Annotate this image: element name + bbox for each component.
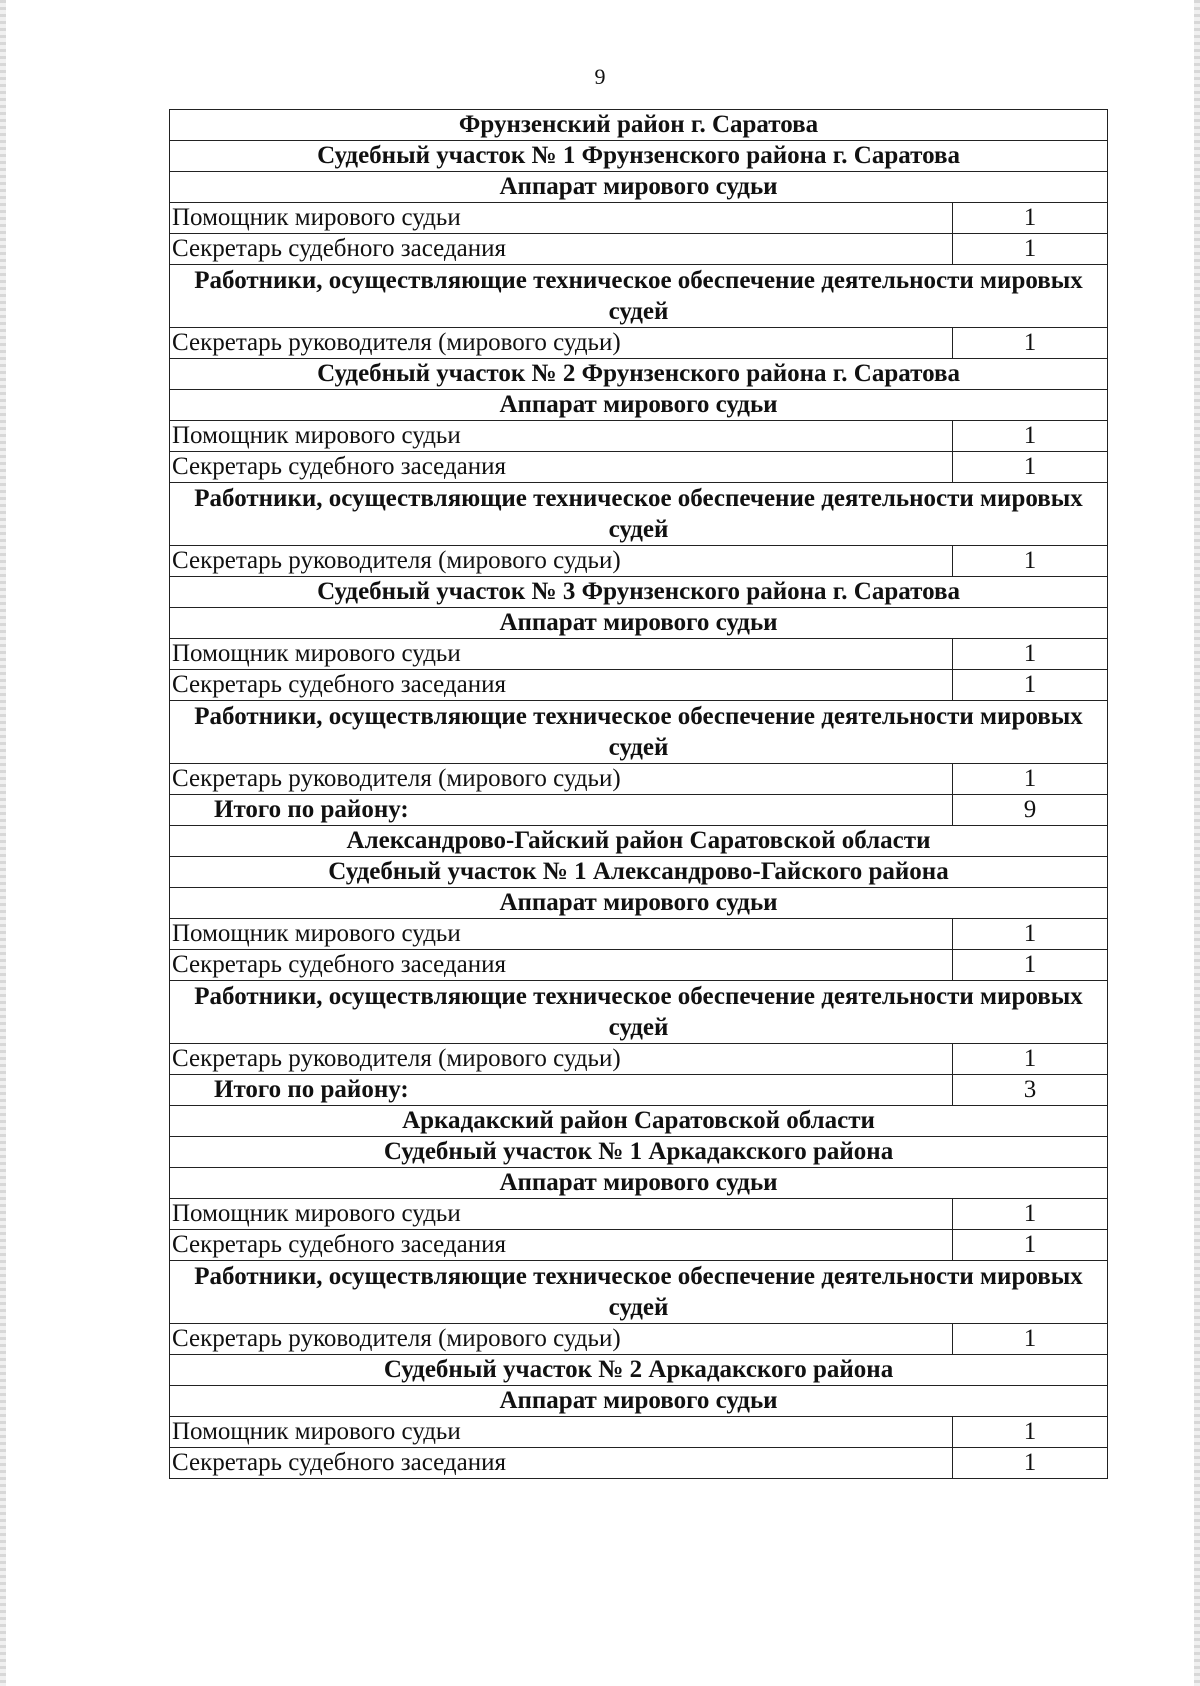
section-heading: Работники, осуществляющие техническое обеспечение деятельности мировых судей: [170, 483, 1108, 546]
section-heading-row: [170, 826, 1108, 857]
section-heading: Работники, осуществляющие техническое обеспечение деятельности мировых судей: [170, 981, 1108, 1044]
position-count: 1: [953, 546, 1108, 577]
position-name: Секретарь руководителя (мирового судьи): [170, 328, 953, 359]
position-count: 1: [953, 1044, 1108, 1075]
total-row: [170, 1075, 1108, 1106]
position-count: 1: [953, 950, 1108, 981]
position-row: [170, 234, 1108, 265]
position-name: Секретарь руководителя (мирового судьи): [170, 546, 953, 577]
position-count: 1: [953, 234, 1108, 265]
section-heading-row: [170, 265, 1108, 328]
section-heading-row: [170, 857, 1108, 888]
position-row: [170, 1448, 1108, 1479]
section-heading: Аппарат мирового судьи: [170, 608, 1108, 639]
scan-edge-right: [1194, 0, 1200, 1686]
section-heading-row: [170, 1355, 1108, 1386]
section-heading-row: [170, 1261, 1108, 1324]
position-row: [170, 328, 1108, 359]
section-heading: Судебный участок № 3 Фрунзенского района г. Саратова: [170, 577, 1108, 608]
section-heading: Работники, осуществляющие техническое обеспечение деятельности мировых судей: [170, 1261, 1108, 1324]
position-count: 1: [953, 1448, 1108, 1479]
total-label: Итого по району:: [170, 795, 953, 826]
section-heading: Аппарат мирового судьи: [170, 1386, 1108, 1417]
position-name: Секретарь судебного заседания: [170, 234, 953, 265]
position-count: 1: [953, 639, 1108, 670]
section-heading-row: [170, 390, 1108, 421]
section-heading: Судебный участок № 1 Аркадакского района: [170, 1137, 1108, 1168]
position-count: 1: [953, 1199, 1108, 1230]
section-heading-row: [170, 1386, 1108, 1417]
position-name: Помощник мирового судьи: [170, 639, 953, 670]
position-name: Секретарь судебного заседания: [170, 670, 953, 701]
total-row: [170, 795, 1108, 826]
position-name: Секретарь судебного заседания: [170, 1230, 953, 1261]
position-row: [170, 421, 1108, 452]
position-count: 1: [953, 452, 1108, 483]
position-row: [170, 919, 1108, 950]
position-count: 1: [953, 764, 1108, 795]
position-row: [170, 670, 1108, 701]
position-name: Секретарь судебного заседания: [170, 950, 953, 981]
section-heading: Фрунзенский район г. Саратова: [170, 110, 1108, 141]
position-name: Помощник мирового судьи: [170, 421, 953, 452]
section-heading-row: [170, 172, 1108, 203]
position-count: 1: [953, 670, 1108, 701]
section-heading: Судебный участок № 2 Фрунзенского района г. Саратова: [170, 359, 1108, 390]
section-heading-row: [170, 483, 1108, 546]
position-count: 1: [953, 1324, 1108, 1355]
section-heading: Работники, осуществляющие техническое обеспечение деятельности мировых судей: [170, 701, 1108, 764]
position-row: [170, 1199, 1108, 1230]
section-heading-row: [170, 359, 1108, 390]
section-heading-row: [170, 1106, 1108, 1137]
position-count: 1: [953, 203, 1108, 234]
section-heading: Александрово-Гайский район Саратовской области: [170, 826, 1108, 857]
section-heading: Аппарат мирового судьи: [170, 390, 1108, 421]
section-heading-row: [170, 981, 1108, 1044]
position-name: Помощник мирового судьи: [170, 919, 953, 950]
position-name: Секретарь руководителя (мирового судьи): [170, 1324, 953, 1355]
total-label: Итого по району:: [170, 1075, 953, 1106]
position-count: 1: [953, 421, 1108, 452]
position-count: 1: [953, 919, 1108, 950]
position-name: Помощник мирового судьи: [170, 203, 953, 234]
position-row: [170, 1417, 1108, 1448]
section-heading: Судебный участок № 2 Аркадакского района: [170, 1355, 1108, 1386]
section-heading-row: [170, 1168, 1108, 1199]
position-name: Помощник мирового судьи: [170, 1199, 953, 1230]
total-count: 9: [953, 795, 1108, 826]
section-heading: Аркадакский район Саратовской области: [170, 1106, 1108, 1137]
section-heading-row: [170, 888, 1108, 919]
position-name: Секретарь судебного заседания: [170, 452, 953, 483]
position-name: Секретарь руководителя (мирового судьи): [170, 1044, 953, 1075]
position-row: [170, 950, 1108, 981]
position-count: 1: [953, 1417, 1108, 1448]
section-heading: Судебный участок № 1 Фрунзенского района г. Саратова: [170, 141, 1108, 172]
position-row: [170, 764, 1108, 795]
position-row: [170, 546, 1108, 577]
position-count: 1: [953, 328, 1108, 359]
staff-table-body: [170, 110, 1108, 1479]
section-heading: Аппарат мирового судьи: [170, 888, 1108, 919]
position-name: Помощник мирового судьи: [170, 1417, 953, 1448]
staff-table: [169, 109, 1108, 1479]
position-row: [170, 1044, 1108, 1075]
position-row: [170, 639, 1108, 670]
section-heading: Судебный участок № 1 Александрово-Гайского района: [170, 857, 1108, 888]
section-heading: Аппарат мирового судьи: [170, 172, 1108, 203]
section-heading-row: [170, 141, 1108, 172]
position-row: [170, 203, 1108, 234]
section-heading-row: [170, 577, 1108, 608]
section-heading-row: [170, 110, 1108, 141]
position-name: Секретарь руководителя (мирового судьи): [170, 764, 953, 795]
section-heading-row: [170, 608, 1108, 639]
position-row: [170, 452, 1108, 483]
position-count: 1: [953, 1230, 1108, 1261]
position-row: [170, 1230, 1108, 1261]
page-number: 9: [594, 64, 606, 89]
position-row: [170, 1324, 1108, 1355]
section-heading: Аппарат мирового судьи: [170, 1168, 1108, 1199]
section-heading-row: [170, 701, 1108, 764]
position-name: Секретарь судебного заседания: [170, 1448, 953, 1479]
section-heading-row: [170, 1137, 1108, 1168]
section-heading: Работники, осуществляющие техническое обеспечение деятельности мировых судей: [170, 265, 1108, 328]
scan-edge-left: [0, 0, 6, 1686]
total-count: 3: [953, 1075, 1108, 1106]
